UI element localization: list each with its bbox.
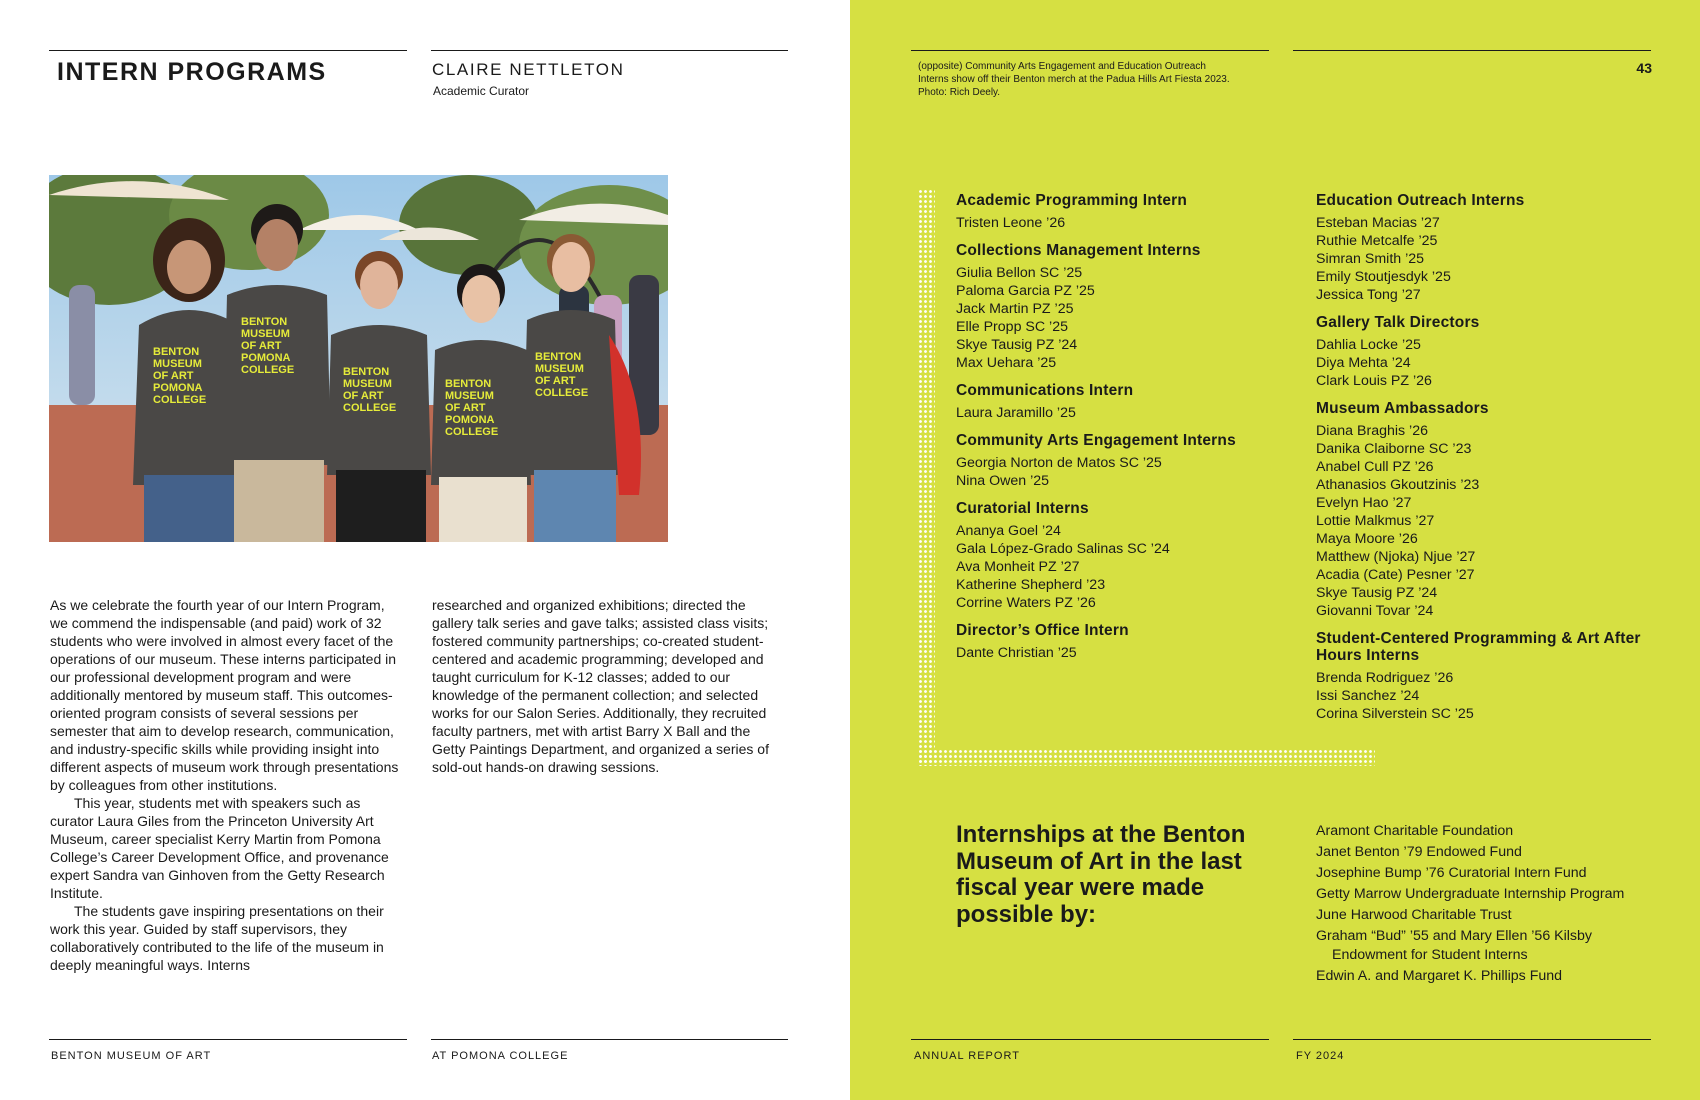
intern-list-column-1 — [956, 192, 1296, 672]
author-role: Academic Curator — [433, 84, 530, 98]
intern-name: Georgia Norton de Matos SC ’25 — [956, 455, 1162, 471]
intern-group — [956, 192, 1296, 232]
bottom-rule-3 — [911, 1039, 1269, 1040]
intern-name: Jack Martin PZ ’25 — [956, 301, 1074, 317]
funder-name: June Harwood Charitable Trust — [1316, 907, 1512, 923]
dotted-frame-vertical — [918, 189, 935, 766]
intern-group — [956, 242, 1296, 372]
bottom-rule-1 — [49, 1039, 407, 1040]
intern-name: Issi Sanchez ’24 — [1316, 688, 1420, 704]
funder-name-continued: Endowment for Student Interns — [1332, 947, 1528, 963]
intern-name-list — [956, 214, 1296, 232]
intern-group-title: Collections Management Interns — [956, 242, 1201, 259]
body-paragraph-3: The students gave inspiring presentations on their work this year. Guided by staff supervisors, they collaboratively contributed to the life of the museum in deeply meaningful ways. Interns — [50, 903, 384, 973]
funder-item — [1316, 927, 1686, 965]
intern-group — [956, 500, 1296, 612]
funder-item — [1316, 843, 1686, 862]
intern-name: Jessica Tong ’27 — [1316, 287, 1421, 303]
bottom-rule-2 — [431, 1039, 788, 1040]
page-title: INTERN PROGRAMS — [57, 58, 327, 86]
intern-name: Giulia Bellon SC ’25 — [956, 265, 1083, 281]
intern-name: Dahlia Locke ’25 — [1316, 337, 1421, 353]
intern-name: Lottie Malkmus ’27 — [1316, 513, 1435, 529]
funders-heading: Internships at the Benton Museum of Art in the last fiscal year were made possible by: — [956, 821, 1246, 928]
intern-name: Ava Monheit PZ ’27 — [956, 559, 1080, 575]
shirt-text-2: BENTON MUSEUM OF ART POMONA COLLEGE — [241, 316, 295, 376]
intern-name: Anabel Cull PZ ’26 — [1316, 459, 1434, 475]
shirt-text-5: BENTON MUSEUM OF ART COLLEGE — [535, 351, 589, 399]
intern-name: Maya Moore ’26 — [1316, 531, 1418, 547]
intern-name-list — [1316, 214, 1656, 304]
intern-name: Athanasios Gkoutzinis ’23 — [1316, 477, 1480, 493]
intern-name-list — [956, 454, 1296, 490]
intern-group — [956, 382, 1296, 422]
top-rule-1 — [49, 50, 407, 51]
intern-name: Elle Propp SC ’25 — [956, 319, 1068, 335]
intern-name: Esteban Macias ’27 — [1316, 215, 1440, 231]
top-rule-4 — [1293, 50, 1651, 51]
dotted-frame-horizontal — [918, 749, 1375, 766]
intern-name: Katherine Shepherd ’23 — [956, 577, 1106, 593]
footer-right: AT POMONA COLLEGE — [432, 1050, 569, 1062]
body-text-column-2 — [432, 596, 787, 776]
photo-caption: (opposite) Community Arts Engagement and Education Outreach Interns show off their Benton merch at the Padua Hills Art Fiesta 2023. Photo: Rich Deely. — [918, 61, 1230, 98]
intern-name: Danika Claiborne SC ’23 — [1316, 441, 1472, 457]
intern-group — [956, 622, 1296, 662]
page-number: 43 — [1636, 60, 1652, 76]
intern-group-title: Education Outreach Interns — [1316, 192, 1525, 209]
intern-group — [1316, 630, 1656, 723]
intern-group-title: Museum Ambassadors — [1316, 400, 1489, 417]
funder-item — [1316, 967, 1686, 986]
author-name: CLAIRE NETTLETON — [432, 60, 625, 79]
funder-name: Janet Benton ’79 Endowed Fund — [1316, 844, 1522, 860]
top-rule-2 — [431, 50, 788, 51]
intern-name: Corina Silverstein SC ’25 — [1316, 706, 1474, 722]
intern-name-list — [956, 404, 1296, 422]
intern-name-list — [956, 522, 1296, 612]
intern-group — [956, 432, 1296, 490]
funder-item — [1316, 885, 1686, 904]
bottom-rule-4 — [1293, 1039, 1651, 1040]
funder-name: Getty Marrow Undergraduate Internship Program — [1316, 886, 1625, 902]
body-paragraph-4: researched and organized exhibitions; directed the gallery talk series and gave talks; assisted class visits; fostered community partnerships; co-created student-centered and academic programming; developed and taught curriculum for K-12 classes; added to our knowledge of the permanent collection; and selected works for our Salon Series. Additionally, they recruited faculty partners, met with artist Barry X Ball and the Getty Paintings Department, and organized a series of sold-out hands-on drawing sessions. — [432, 597, 769, 775]
intern-name: Ruthie Metcalfe ’25 — [1316, 233, 1438, 249]
intern-group-title: Academic Programming Intern — [956, 192, 1188, 209]
intern-name: Acadia (Cate) Pesner ’27 — [1316, 567, 1475, 583]
intern-name-list — [956, 264, 1296, 372]
intern-name: Giovanni Tovar ’24 — [1316, 603, 1434, 619]
intern-name-list — [956, 644, 1296, 662]
intern-name: Dante Christian ’25 — [956, 645, 1077, 661]
intern-name: Skye Tausig PZ ’24 — [956, 337, 1078, 353]
intern-group-title: Student-Centered Programming & Art After Hours Interns — [1316, 630, 1641, 664]
body-text-column-1 — [50, 596, 405, 974]
intern-name: Diya Mehta ’24 — [1316, 355, 1411, 371]
intern-name-list — [1316, 422, 1656, 620]
intern-group-title: Community Arts Engagement Interns — [956, 432, 1236, 449]
shirt-text-1: BENTON MUSEUM OF ART POMONA COLLEGE — [153, 346, 207, 406]
intern-name: Nina Owen ’25 — [956, 473, 1050, 489]
shirt-text-4: BENTON MUSEUM OF ART POMONA COLLEGE — [445, 378, 499, 438]
intern-name: Evelyn Hao ’27 — [1316, 495, 1412, 511]
intern-name: Tristen Leone ’26 — [956, 215, 1066, 231]
funder-name: Graham “Bud” ’55 and Mary Ellen ’56 Kilsby — [1316, 928, 1592, 944]
intern-name-list — [1316, 336, 1656, 390]
footer-fiscal-year: FY 2024 — [1296, 1050, 1345, 1062]
intern-name: Emily Stoutjesdyk ’25 — [1316, 269, 1451, 285]
intern-name: Simran Smith ’25 — [1316, 251, 1425, 267]
intern-group-title: Director’s Office Intern — [956, 622, 1129, 639]
intern-name: Skye Tausig PZ ’24 — [1316, 585, 1438, 601]
intern-name: Paloma Garcia PZ ’25 — [956, 283, 1095, 299]
intern-group — [1316, 400, 1656, 620]
intern-group — [1316, 192, 1656, 304]
shirt-text-3: BENTON MUSEUM OF ART COLLEGE — [343, 366, 397, 414]
intern-name: Matthew (Njoka) Njue ’27 — [1316, 549, 1476, 565]
intern-group-title: Communications Intern — [956, 382, 1134, 399]
intern-name-list — [1316, 669, 1656, 723]
intern-name: Gala López-Grado Salinas SC ’24 — [956, 541, 1170, 557]
funder-item — [1316, 822, 1686, 841]
body-paragraph-1: As we celebrate the fourth year of our Intern Program, we commend the indispensable (and paid) work of 32 students who were involved in almost every facet of the operations of our museum. These interns participated in our professional development program and were additionally mentored by museum staff. This outcomes-oriented program consists of several sessions per semester that aim to develop research, communication, and industry-specific skills while providing insight into different aspects of museum work through presentations by colleagues from other institutions. — [50, 597, 399, 793]
funder-item — [1316, 864, 1686, 883]
footer-annual-report: ANNUAL REPORT — [914, 1050, 1020, 1062]
intern-group-title: Curatorial Interns — [956, 500, 1089, 517]
funder-item — [1316, 906, 1686, 925]
funder-name: Edwin A. and Margaret K. Phillips Fund — [1316, 968, 1563, 984]
funders-list — [1316, 822, 1686, 988]
intern-name: Max Uehara ’25 — [956, 355, 1057, 371]
funder-name: Aramont Charitable Foundation — [1316, 823, 1514, 839]
intern-name: Brenda Rodriguez ’26 — [1316, 670, 1454, 686]
intern-group — [1316, 314, 1656, 390]
intern-name: Diana Braghis ’26 — [1316, 423, 1428, 439]
intern-name: Laura Jaramillo ’25 — [956, 405, 1076, 421]
intern-name: Ananya Goel ’24 — [956, 523, 1061, 539]
intern-name: Corrine Waters PZ ’26 — [956, 595, 1096, 611]
intern-group-title: Gallery Talk Directors — [1316, 314, 1480, 331]
footer-left: BENTON MUSEUM OF ART — [51, 1050, 212, 1062]
body-paragraph-2: This year, students met with speakers such as curator Laura Giles from the Princeton University Art Museum, career specialist Kerry Martin from Pomona College’s Career Development Office, and provenance expert Sandra van Ginhoven from the Getty Research Institute. — [50, 795, 389, 901]
intern-name: Clark Louis PZ ’26 — [1316, 373, 1432, 389]
top-rule-3 — [911, 50, 1269, 51]
funder-name: Josephine Bump ’76 Curatorial Intern Fund — [1316, 865, 1587, 881]
intern-list-column-2 — [1316, 192, 1656, 733]
intern-group-photo — [49, 175, 668, 542]
